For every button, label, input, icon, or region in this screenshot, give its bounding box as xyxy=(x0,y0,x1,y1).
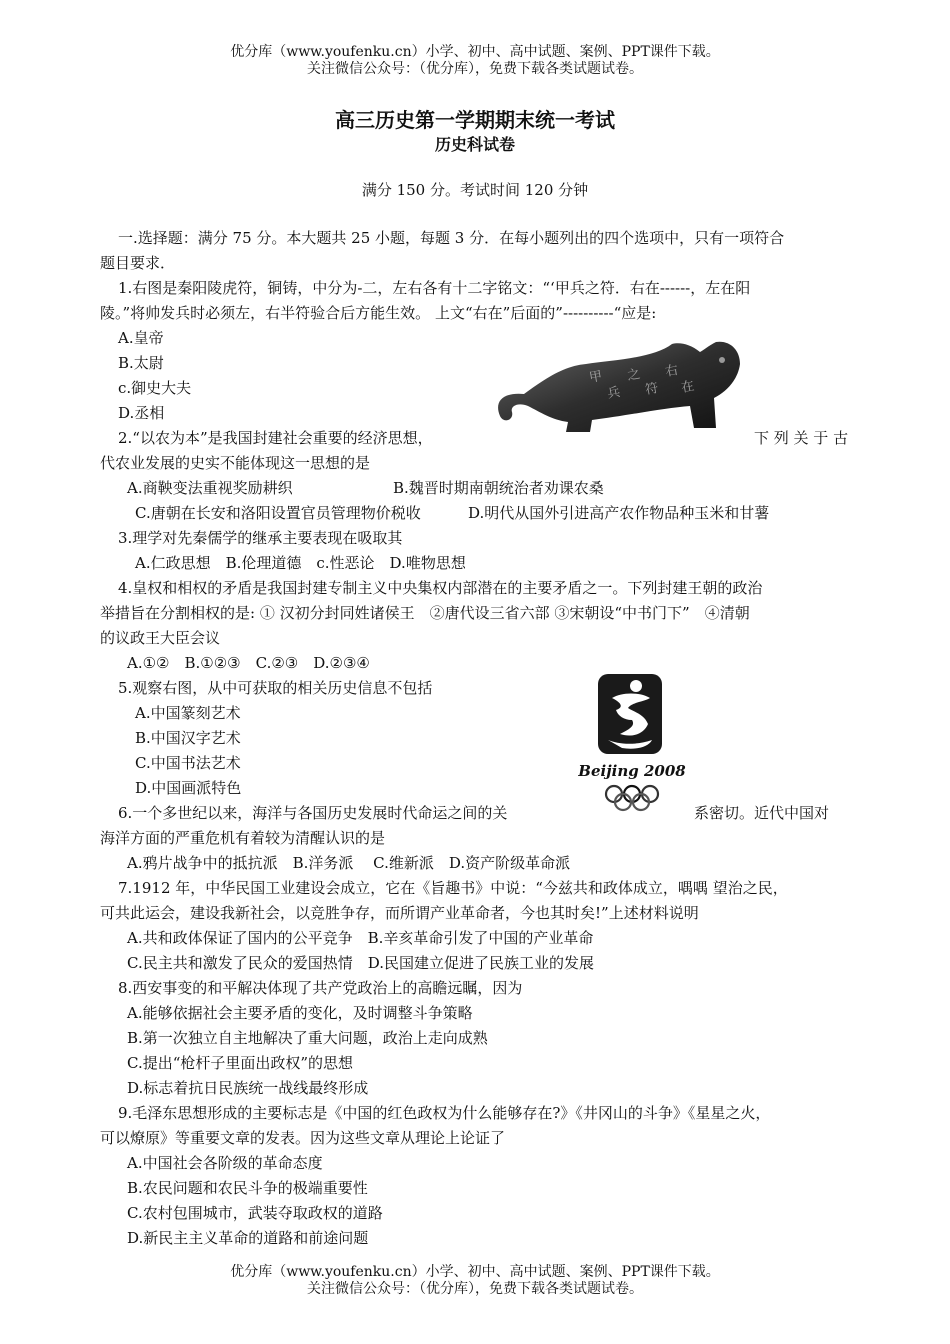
q1-option-c: c.御史大夫 xyxy=(118,379,192,397)
q9-stem: 9.毛泽东思想形成的主要标志是《中国的红色政权为什么能够存在?》《井冈山的斗争》《星星之火， xyxy=(118,1104,771,1122)
q2-stem: 2.“以农为本”是我国封建社会重要的经济思想， xyxy=(118,429,433,447)
page-footer xyxy=(0,1264,950,1298)
logo-text: Beijing 2008 xyxy=(578,762,686,780)
q2-stem-cont: 代农业发展的史实不能体现这一思想的是 xyxy=(100,454,371,472)
full-score-note: 满分 150 分。考试时间 120 分钟 xyxy=(361,181,589,199)
q3-stem: 3.理学对先秦儒学的继承主要表现在吸取其 xyxy=(118,529,403,547)
footer-line-1: 优分库（www.youfenku.cn）小学、初中、高中试题、案例、PPT课件下载。 xyxy=(230,1264,720,1280)
exam-title: 高三历史第一学期期末统一考试 xyxy=(335,108,615,132)
q9-option-b: B.农民问题和农民斗争的极端重要性 xyxy=(127,1179,368,1197)
q9-option-c: C.农村包围城市，武装夺取政权的道路 xyxy=(127,1204,383,1222)
q1-option-d: D.丞相 xyxy=(118,404,165,422)
q4-options: A.①② B.①②③ C.②③ D.②③④ xyxy=(127,654,370,672)
q6-stem: 6.一个多世纪以来，海洋与各国历史发展时代命运之间的关 xyxy=(118,804,508,822)
q9-stem-cont: 可以燎原》等重要文章的发表。因为这些文章从理论上论证了 xyxy=(100,1129,506,1147)
q2-stem-right: 下 列 关 于 古 xyxy=(754,429,849,447)
q8-option-b: B.第一次独立自主地解决了重大问题，政治上走向成熟 xyxy=(127,1029,488,1047)
q7-options-cd: C.民主共和激发了民众的爱国热情 D.民国建立促进了民族工业的发展 xyxy=(127,954,594,972)
q8-option-a: A.能够依据社会主要矛盾的变化，及时调整斗争策略 xyxy=(127,1004,473,1022)
section1-intro: 一.选择题：满分 75 分。本大题共 25 小题，每题 3 分．在每小题列出的四个选项中，只有一项符合 xyxy=(118,229,785,247)
q5-option-a: A.中国篆刻艺术 xyxy=(135,704,241,722)
q8-option-c: C.提出“枪杆子里面出政权”的思想 xyxy=(127,1054,354,1072)
q8-option-d: D.标志着抗日民族统一战线最终形成 xyxy=(127,1079,369,1097)
q2-option-d: D.明代从国外引进高产农作物品种玉米和甘薯 xyxy=(468,504,770,522)
q5-option-c: C.中国书法艺术 xyxy=(135,754,241,772)
q7-stem-cont: 可共此运会，建设我新社会，以竞胜争存，而所谓产业革命者，今也其时矣!”上述材料说明 xyxy=(100,904,699,922)
q1-stem: 1.右图是秦阳陵虎符，铜铸，中分为-二，左右各有十二字铭文：“‘甲兵之符．右在------，左在阳 xyxy=(118,279,751,297)
q1-option-b: B.太尉 xyxy=(118,354,164,372)
q4-stem-cont2: 的议政王大臣会议 xyxy=(100,629,221,647)
q5-option-d: D.中国画派特色 xyxy=(135,779,242,797)
q6-stem-cont: 海洋方面的严重危机有着较为清醒认识的是 xyxy=(100,829,386,847)
q3-options: A.仁政思想 B.伦理道德 c.性恶论 D.唯物思想 xyxy=(135,554,466,572)
q1-stem-cont: 陵。”将帅发兵时必须左，右半符验合后方能生效。 上文“右在”后面的”----------“应是: xyxy=(100,304,657,322)
tiger-tally-image xyxy=(494,336,742,436)
header-line-1: 优分库（www.youfenku.cn）小学、初中、高中试题、案例、PPT课件下载。 xyxy=(230,44,720,60)
page-header xyxy=(0,44,950,78)
q8-stem: 8.西安事变的和平解决体现了共产党政治上的高瞻远瞩，因为 xyxy=(118,979,523,997)
q7-options-ab: A.共和政体保证了国内的公平竞争 B.辛亥革命引发了中国的产业革命 xyxy=(127,929,594,947)
tiger-eye xyxy=(719,357,725,363)
q2-option-a: A.商鞅变法重视奖励耕织 xyxy=(127,479,293,497)
tally-inscription-mark: 在 xyxy=(680,378,696,396)
tally-inscription-mark: 之 xyxy=(626,366,642,384)
exam-subtitle: 历史科试卷 xyxy=(434,135,515,154)
q9-option-a: A.中国社会各阶级的革命态度 xyxy=(127,1154,323,1172)
tally-inscription-mark: 兵 xyxy=(606,384,622,402)
q2-option-c: C.唐朝在长安和洛阳设置官员管理物价税收 xyxy=(135,504,421,522)
q6-options: A.鸦片战争中的抵抗派 B.洋务派 C.维新派 D.资产阶级革命派 xyxy=(127,854,571,872)
tally-inscription-mark: 符 xyxy=(644,380,660,398)
q4-stem: 4.皇权和相权的矛盾是我国封建专制主义中央集权内部潜在的主要矛盾之一。下列封建王朝的政治 xyxy=(118,579,763,597)
section1-intro-cont: 题目要求． xyxy=(100,254,176,272)
header-line-2: 关注微信公众号：（优分库），免费下载各类试题试卷。 xyxy=(307,61,643,77)
beijing-2008-logo-image xyxy=(578,668,686,818)
q4-stem-cont: 举措旨在分割相权的是: ① 汉初分封同姓诸侯王 ②唐代设三省六部 ③宋朝设“中书门下” ④清朝 xyxy=(100,604,750,622)
footer-line-2: 关注微信公众号：（优分库），免费下载各类试题试卷。 xyxy=(307,1281,643,1297)
q7-stem: 7.1912 年，中华民国工业建设会成立，它在《旨趣书》中说：“今兹共和政体成立，喁喁 望治之民， xyxy=(118,879,788,897)
q6-stem-right: 系密切。近代中国对 xyxy=(694,804,830,822)
olympic-rings-icon xyxy=(606,786,658,810)
q2-option-b: B.魏晋时期南朝统治者劝课农桑 xyxy=(393,479,604,497)
q9-option-d: D.新民主主义革命的道路和前途问题 xyxy=(127,1229,369,1247)
tally-inscription-mark: 甲 xyxy=(588,368,604,386)
q5-stem: 5.观察右图，从中可获取的相关历史信息不包括 xyxy=(118,679,433,697)
q1-option-a: A.皇帝 xyxy=(118,329,164,347)
q5-option-b: B.中国汉字艺术 xyxy=(135,729,241,747)
tally-inscription-mark: 右 xyxy=(664,362,680,380)
